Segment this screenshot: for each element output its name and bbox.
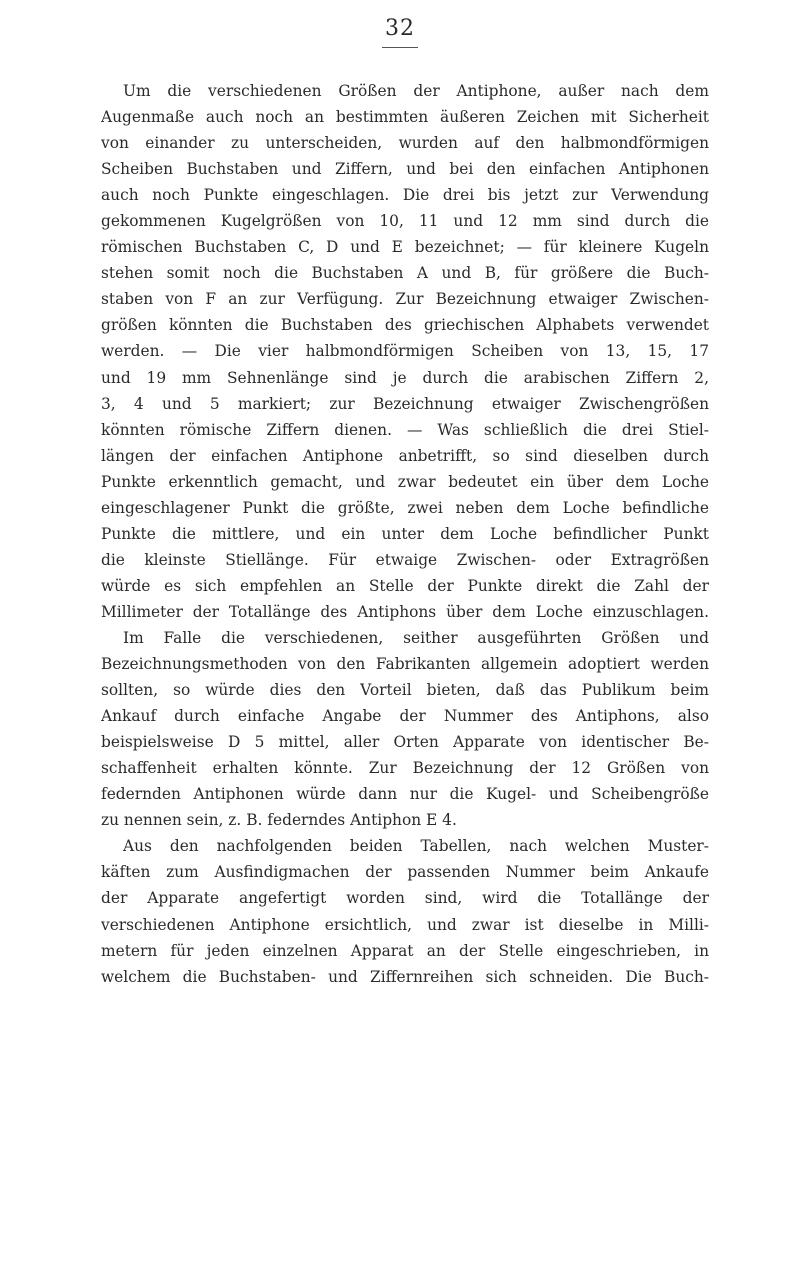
- text-line: werden. — Die vier halbmondförmigen Scheiben von 13, 15, 17: [101, 342, 709, 361]
- text-line: von einander zu unterscheiden, wurden auf den halbmondförmigen: [101, 134, 709, 153]
- text-line: staben von F an zur Verfügung. Zur Bezeichnung etwaiger Zwischen-: [101, 290, 709, 309]
- text-line: und 19 mm Sehnenlänge sind je durch die arabischen Ziffern 2,: [101, 368, 709, 387]
- text-line: Scheiben Buchstaben und Ziffern, und bei den einfachen Antiphonen: [101, 160, 709, 179]
- text-line: sollten, so würde dies den Vorteil bieten, daß das Publikum beim: [101, 681, 709, 700]
- text-line: größen könnten die Buchstaben des griechischen Alphabets verwendet: [101, 316, 709, 335]
- text-line: Bezeichnungsmethoden von den Fabrikanten allgemein adoptiert werden: [101, 655, 709, 674]
- text-line: schaffenheit erhalten könnte. Zur Bezeichnung der 12 Größen von: [101, 759, 709, 778]
- text-line: Punkte die mittlere, und ein unter dem Loche befindlicher Punkt: [101, 524, 709, 543]
- text-line: könnten römische Ziffern dienen. — Was schließlich die drei Stiel-: [101, 420, 709, 439]
- body-text: [101, 78, 709, 990]
- text-line: käften zum Ausfindigmachen der passenden Nummer beim Ankaufe: [101, 863, 709, 882]
- text-line: welchem die Buchstaben- und Ziffernreihen sich schneiden. Die Buch-: [101, 967, 709, 986]
- text-line: beispielsweise D 5 mittel, aller Orten Apparate von identischer Be-: [101, 733, 709, 752]
- text-line: Millimeter der Totallänge des Antiphons über dem Loche einzuschlagen.: [101, 602, 709, 621]
- text-line: längen der einfachen Antiphone anbetrifft, so sind dieselben durch: [101, 446, 709, 465]
- text-line: 3, 4 und 5 markiert; zur Bezeichnung etwaiger Zwischengrößen: [101, 394, 709, 413]
- text-line: würde es sich empfehlen an Stelle der Punkte direkt die Zahl der: [101, 576, 709, 595]
- text-line: eingeschlagener Punkt die größte, zwei neben dem Loche befindliche: [101, 498, 709, 517]
- text-line: auch noch Punkte eingeschlagen. Die drei bis jetzt zur Verwendung: [101, 186, 709, 205]
- text-line: Aus den nachfolgenden beiden Tabellen, nach welchen Muster-: [123, 837, 709, 856]
- text-line: Ankauf durch einfache Angabe der Nummer des Antiphons, also: [101, 707, 709, 726]
- text-line: verschiedenen Antiphone ersichtlich, und zwar ist dieselbe in Milli-: [101, 915, 709, 934]
- text-line: federnden Antiphonen würde dann nur die Kugel- und Scheibengröße: [101, 785, 709, 804]
- text-line: metern für jeden einzelnen Apparat an der Stelle eingeschrieben, in: [101, 941, 709, 960]
- text-line: Um die verschiedenen Größen der Antiphone, außer nach dem: [123, 82, 709, 100]
- text-line: gekommenen Kugelgrößen von 10, 11 und 12 mm sind durch die: [101, 212, 709, 231]
- text-line: Augenmaße auch noch an bestimmten äußeren Zeichen mit Sicherheit: [101, 108, 709, 127]
- text-line: die kleinste Stiellänge. Für etwaige Zwischen- oder Extragrößen: [101, 550, 709, 569]
- text-line: römischen Buchstaben C, D und E bezeichnet; — für kleinere Kugeln: [101, 238, 709, 257]
- page-number-rule: [382, 47, 418, 48]
- text-line: der Apparate angefertigt worden sind, wird die Totallänge der: [101, 889, 709, 908]
- text-line: stehen somit noch die Buchstaben A und B, für größere die Buch-: [101, 264, 709, 283]
- text-line: Im Falle die verschiedenen, seither ausgeführten Größen und: [123, 628, 709, 647]
- text-line: zu nennen sein, z. B. federndes Antiphon E 4.: [101, 811, 457, 830]
- page-number: 32: [385, 16, 415, 41]
- text-line: Punkte erkenntlich gemacht, und zwar bedeutet ein über dem Loche: [101, 472, 709, 491]
